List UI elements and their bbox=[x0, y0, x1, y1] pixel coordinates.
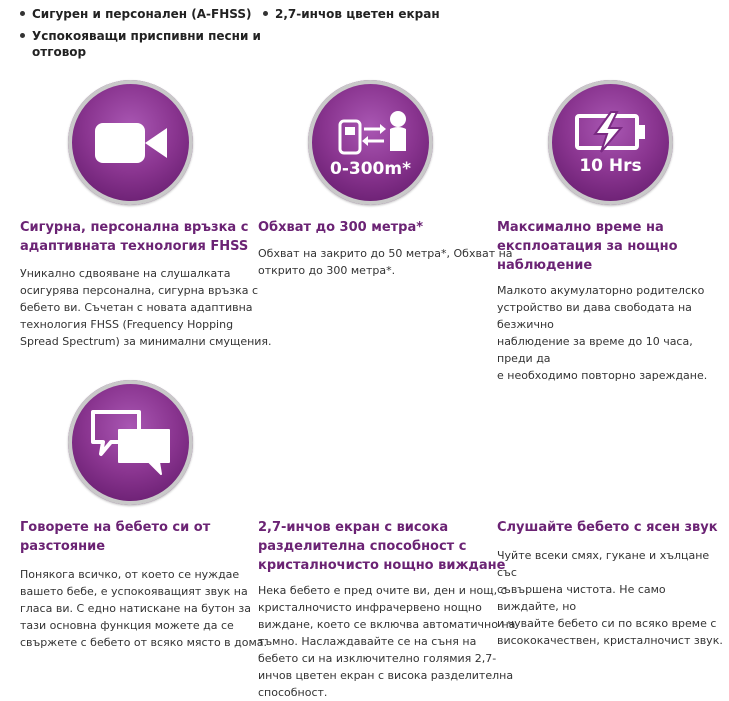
bullet-text: Успокояващи приспивни песни и bbox=[32, 29, 261, 43]
feature-title bbox=[497, 218, 678, 275]
desc-line: наблюдение за време до 10 часа, преди да bbox=[497, 335, 693, 365]
feature-title-line: Слушайте бебето с ясен звук bbox=[497, 520, 718, 535]
bullet-text: 2,7-инчов цветен екран bbox=[275, 7, 440, 21]
desc-line: бебето ви. Съчетан с новата адаптивна bbox=[20, 301, 253, 314]
feature-title bbox=[258, 218, 423, 237]
desc-line: Нека бебето е пред очите ви, ден и нощ, с bbox=[258, 584, 507, 597]
feature-icon-range bbox=[308, 80, 433, 205]
bullet-item bbox=[20, 28, 261, 60]
battery-icon bbox=[573, 110, 649, 154]
bullet-dot bbox=[20, 11, 25, 16]
desc-line: висококачествен, кристалночист звук. bbox=[497, 634, 723, 647]
desc-line: е необходимо повторно зареждане. bbox=[497, 369, 708, 382]
feature-title bbox=[258, 518, 505, 575]
feature-description bbox=[258, 245, 513, 279]
feature-icon-talk bbox=[68, 380, 193, 505]
icon-disc bbox=[68, 80, 193, 205]
desc-line: гласа ви. С едно натискане на бутон за bbox=[20, 602, 251, 615]
desc-line: вашето бебе, е успокояващият звук на bbox=[20, 585, 248, 598]
desc-line: инчов цветен екран с висока разделителна bbox=[258, 669, 514, 682]
feature-description bbox=[497, 547, 729, 649]
desc-line: технология FHSS (Frequency Hopping bbox=[20, 318, 234, 331]
feature-title-line: 2,7-инчов екран с висока bbox=[258, 520, 449, 535]
feature-title-line: разделителна способност с bbox=[258, 539, 467, 554]
desc-line: и чувайте бебето си по всяко време с bbox=[497, 617, 717, 630]
feature-title-line: кристалночисто нощно виждане bbox=[258, 558, 506, 573]
feature-title-line: Говорете на бебето си от bbox=[20, 520, 211, 535]
desc-line: Понякога всичко, от което се нуждае bbox=[20, 568, 240, 581]
desc-line: виждане, което се включва автоматично на bbox=[258, 618, 516, 631]
desc-line: тази основна функция можете да се bbox=[20, 619, 234, 632]
feature-description bbox=[20, 265, 272, 350]
bullet-item bbox=[20, 6, 251, 22]
feature-title-line: Обхват до 300 метра* bbox=[258, 220, 424, 235]
video-camera-icon bbox=[91, 118, 171, 168]
feature-description bbox=[20, 566, 267, 651]
feature-description bbox=[258, 582, 515, 701]
desc-line: Малкото акумулаторно родителско bbox=[497, 284, 705, 297]
bullet-dot bbox=[20, 33, 25, 38]
feature-title-line: Сигурна, персонална връзка с bbox=[20, 220, 249, 235]
feature-title-line: адаптивната технология FHSS bbox=[20, 239, 249, 254]
bullet-text: Сигурен и персонален (A-FHSS) bbox=[32, 7, 252, 21]
feature-title-line: експлоатация за нощно bbox=[497, 239, 678, 254]
desc-line: способност. bbox=[258, 686, 328, 699]
icon-disc bbox=[548, 80, 673, 205]
bullet-item bbox=[263, 6, 440, 22]
desc-line: Чуйте всеки смях, гукане и хълцане със bbox=[497, 549, 710, 579]
desc-line: тъмно. Наслаждавайте се на съня на bbox=[258, 635, 477, 648]
desc-line: Обхват на закрито до 50 метра*, Обхват на bbox=[258, 247, 513, 260]
icon-disc bbox=[308, 80, 433, 205]
desc-line: устройство ви дава свободата на безжично bbox=[497, 301, 692, 331]
desc-line: Spread Spectrum) за минимални смущения. bbox=[20, 335, 272, 348]
feature-title bbox=[497, 518, 718, 537]
bullet-dot bbox=[263, 11, 268, 16]
feature-icon-video bbox=[68, 80, 193, 205]
desc-line: бебето си на изключително голямия 2,7- bbox=[258, 652, 497, 665]
desc-line: открито до 300 метра*. bbox=[258, 264, 396, 277]
desc-line: Уникално сдвояване на слушалката bbox=[20, 267, 231, 280]
bullet-text-cont: отговор bbox=[32, 45, 87, 59]
talk-bubbles-icon bbox=[89, 408, 173, 478]
desc-line: кристалночисто инфрачервено нощно bbox=[258, 601, 482, 614]
battery-caption: 10 Hrs bbox=[579, 155, 642, 176]
feature-title-line: разстояние bbox=[20, 539, 106, 554]
desc-line: свържете с бебето от всяко място в дома. bbox=[20, 636, 268, 649]
range-caption: 0-300m* bbox=[330, 158, 411, 179]
feature-description bbox=[497, 282, 729, 384]
feature-title-line: Максимално време на bbox=[497, 220, 664, 235]
desc-line: съвършена чистота. Не само виждайте, но bbox=[497, 583, 666, 613]
feature-icon-battery bbox=[548, 80, 673, 205]
feature-title bbox=[20, 518, 210, 556]
feature-title bbox=[20, 218, 248, 256]
desc-line: осигурява персонална, сигурна връзка с bbox=[20, 284, 259, 297]
range-icon bbox=[326, 107, 416, 157]
icon-disc bbox=[68, 380, 193, 505]
feature-title-line: наблюдение bbox=[497, 258, 593, 273]
